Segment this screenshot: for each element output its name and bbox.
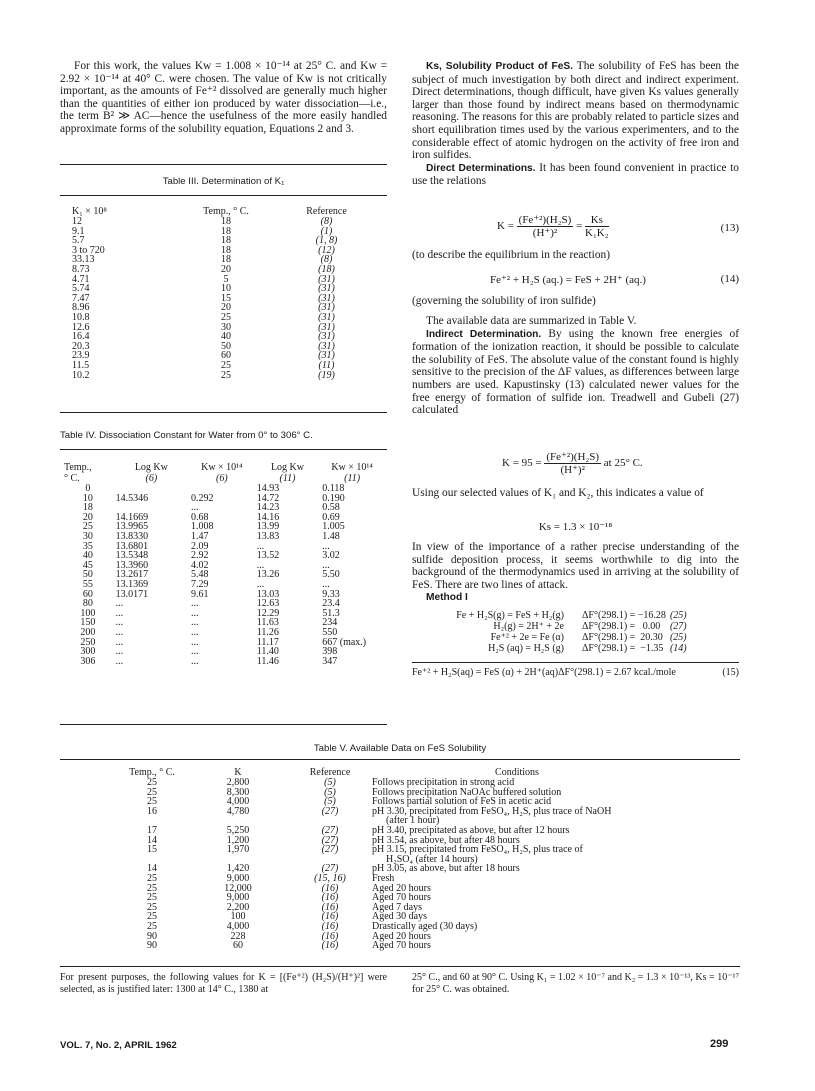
table3-cell: 3 to 720 <box>72 244 105 256</box>
table5-cell: 2,800 <box>226 777 250 788</box>
table4-cell: ... <box>115 655 124 667</box>
table4-cell: 0.69 <box>322 511 340 523</box>
table4-row <box>62 570 384 580</box>
table3-cell: (19) <box>318 369 335 381</box>
table3-cell: 10 <box>221 283 231 295</box>
table5-cell: Fresh <box>372 872 395 884</box>
table3-cell: (31) <box>318 350 335 362</box>
to-describe: (to describe the equilibrium in the reaction) <box>412 249 611 261</box>
table3-cell: (8) <box>320 216 333 227</box>
table3-cell: 9.1 <box>72 225 85 237</box>
table4-cell: 1.008 <box>191 521 214 533</box>
table4-cell: 10 <box>82 492 93 504</box>
table3-cell: 23.9 <box>72 350 90 362</box>
available-text: The available data are summarized in Table V. <box>426 315 637 327</box>
table3-cell: (31) <box>318 283 335 295</box>
table4-cell: 51.3 <box>322 607 340 619</box>
table5-cell: (16) <box>321 940 339 952</box>
eq14-text: Fe⁺² + H₂S (aq.) = FeS + 2H⁺ (aq.) <box>490 274 646 286</box>
table5-cell: 25 <box>147 796 157 808</box>
method-reaction: H₂S (aq) = H₂S (g) <box>488 643 564 654</box>
intro-paragraph: For this work, the values Kw = 1.008 × 10⁻¹⁴ at 25° C. and Kw = 2.92 × 10⁻¹⁴ at 40° C. were chosen. The value of Kw is not critically important, as the amounts of Fe⁺² dissolved are generally much higher than the quantities of either ion produced by water dissociation—i.e., the term B² ≫ AC—hence the usefulness of the more easily handled approximate forms of the solubility equation, Equations 2 and 3. <box>60 60 387 135</box>
table3-cell: 20.3 <box>72 340 90 352</box>
table4-cell: 13.8330 <box>115 530 149 542</box>
table5-footnote-right: 25° C., and 60 at 90° C. Using K₁ = 1.02 × 10⁻⁷ and K₂ = 1.3 × 10⁻¹³, Ks = 10⁻¹⁷ for 25° C. was obtained. <box>412 972 739 995</box>
table4-bottom-rule <box>60 724 387 725</box>
table3-header: Temp., ° C. <box>203 206 249 217</box>
table4-cell: ... <box>115 636 124 648</box>
method-delta-f: ΔF°(298.1) = 0.00 <box>582 621 661 632</box>
table4-cell: 5.48 <box>191 569 209 581</box>
table5-cell: Aged 70 hours <box>372 892 431 904</box>
table3-cell: 18 <box>221 235 231 247</box>
table4-cell: ... <box>256 559 265 571</box>
table5-bottom-rule <box>60 966 740 967</box>
table4-cell: ... <box>115 626 124 638</box>
ks-text: The solubility of FeS has been the subject of much investigation by both direct and indirect experiment. Direct determinations, though difficult, have given Ks values generally larger than those found by indirect means based on thermodynamic reasoning. The reasons for this are probably related to particle sizes and short equilibration times used by the various experimenters, and to the considerable effect of atomic hydrogen on the activity of free iron and iron sulfides. <box>412 60 739 162</box>
table5-cell: Aged 20 hours <box>372 882 431 894</box>
table3-cell: (31) <box>318 302 335 314</box>
table4-cell: ... <box>191 617 199 629</box>
table5-cell: pH 3.15, precipitated from FeSO₄, H₂S, plus trace of <box>372 844 583 856</box>
right-column <box>412 60 739 188</box>
table4-cell: 9.61 <box>191 588 209 600</box>
table4-cell: 13.03 <box>256 588 280 600</box>
table3-cell: 18 <box>221 216 231 227</box>
table5-cell: (16) <box>321 920 339 932</box>
table5-cell: 2,200 <box>226 901 250 913</box>
indirect-text: By using the known free energies of formation of the ionization reaction, it should be possible to calculate the solubility of FeS. The absolute value of the constant found is highly sensitive to the precision of the ΔF values, as differences between large numbers are used. Kapustinsky (13) calculated newer values for the free energy of formation of sulfide ion. Treadwell and Gubeli (27) calculated <box>412 327 739 417</box>
table3-cell: 18 <box>221 254 231 266</box>
table5-cell: (5) <box>324 796 336 808</box>
table5-cell: 14 <box>147 834 157 846</box>
table4-cell: 5.50 <box>322 569 340 581</box>
table5-cell: (27) <box>321 805 339 817</box>
table3-cell: 5 <box>223 273 229 285</box>
method-sum: Fe⁺² + H₂S(aq) = FeS (α) + 2H⁺(aq)ΔF°(298.1) = 2.67 kcal./mole (15) <box>412 667 739 678</box>
table4-cell: 300 <box>80 646 96 658</box>
table4-cell: 234 <box>322 617 338 629</box>
table3-top-rule <box>60 195 387 196</box>
divider <box>60 164 387 165</box>
table4-cell: 0.118 <box>322 483 345 494</box>
table4-cell: 11.40 <box>256 646 279 658</box>
table5-cell: (15, 16) <box>314 872 346 884</box>
table4-cell: 11.17 <box>256 636 279 648</box>
table3-header: Reference <box>306 206 347 217</box>
table4-cell: 398 <box>322 646 338 658</box>
table5-cell: Follows partial solution of FeS in acetic acid <box>372 796 552 808</box>
table5-cell: 4,780 <box>226 805 250 817</box>
table3-bottom-rule <box>60 412 387 413</box>
table4-cell: ... <box>115 646 124 658</box>
method-row <box>412 621 689 632</box>
table4-cell: ... <box>322 559 330 571</box>
table3-cell: 16.4 <box>72 331 90 343</box>
table4-cell: ... <box>322 578 330 590</box>
table4-header: Log Kw (11) <box>270 462 305 484</box>
k95-fraction: $\frac{\text{(Fe⁺²)(H₂S)}}{\text{(H⁺)²}}$ <box>546 451 600 476</box>
table3-cell: 5.7 <box>72 235 85 247</box>
table4-cell: 667 (max.) <box>322 636 367 648</box>
ks-heading: Ks, Solubility Product of FeS. <box>426 61 574 72</box>
table5-cell: 5,250 <box>226 824 250 836</box>
table5-cell: 228 <box>230 930 246 942</box>
table4-cell: 347 <box>322 655 338 667</box>
method-delta-f: ΔF°(298.1) = −16.28 <box>582 610 666 621</box>
table3-cell: 33.13 <box>72 254 95 266</box>
table4-cell: 11.46 <box>256 655 279 667</box>
table4-cell: 14.72 <box>256 492 280 504</box>
table4-cell: 11.26 <box>256 626 279 638</box>
table5-cell: 60 <box>233 940 243 952</box>
table4-cell: 20 <box>82 511 93 523</box>
table5-cell: 9,000 <box>226 872 250 884</box>
table4-cell: 35 <box>82 540 93 552</box>
method-row <box>412 643 689 654</box>
table4-cell: 13.3960 <box>115 559 149 571</box>
table4-cell: 13.52 <box>256 550 280 562</box>
table3-cell: 12.6 <box>72 321 90 333</box>
table5-cell: 14 <box>147 863 157 875</box>
table4-cell: 0.292 <box>191 492 214 504</box>
table4-cell: 60 <box>82 588 93 600</box>
table4-cell: 2.09 <box>191 540 209 552</box>
using-text: Using our selected values of K₁ and K₂, this indicates a value of <box>412 487 704 499</box>
direct-text: It has been found convenient in practice to use the relations <box>412 161 739 188</box>
table4-cell: ... <box>191 598 199 610</box>
table4-cell: ... <box>322 540 330 552</box>
table4-cell: 4.02 <box>191 559 209 571</box>
table4-cell: 11.63 <box>256 617 279 629</box>
table3-cell: 25 <box>221 311 231 323</box>
table5-cell: Follows precipitation in strong acid <box>372 777 515 788</box>
table4-cell: ... <box>191 502 199 514</box>
table5-cell: pH 3.05, as above, but after 18 hours <box>372 863 520 875</box>
table4-cell: 2.92 <box>191 550 209 562</box>
table5-cell: (27) <box>321 824 339 836</box>
table4-cell: 14.23 <box>256 502 280 514</box>
table4-cell: ... <box>191 607 199 619</box>
table3-cell: 20 <box>221 263 231 275</box>
equation-k95: K = 95 = $\frac{\text{(Fe⁺²)(H₂S)}}{\text{(H⁺)²}}$ at 25° C. <box>502 451 643 476</box>
table4-cell: ... <box>115 607 124 619</box>
method-ref: (25) <box>669 632 687 643</box>
table5-cell: 90 <box>147 940 157 952</box>
table3-cell: 30 <box>221 321 231 333</box>
table4-cell: 55 <box>82 578 93 590</box>
table5-cell: 9,000 <box>226 892 250 904</box>
table3-cell: 7.47 <box>72 292 90 304</box>
table4-cell: 25 <box>82 521 93 533</box>
table3-cell: (1) <box>320 225 333 237</box>
page-number: 299 <box>710 1038 729 1050</box>
ks-value: Ks = 1.3 × 10⁻¹⁸ <box>538 521 613 533</box>
table5-cell: 25 <box>147 892 157 904</box>
table4-row <box>62 532 384 542</box>
table5-cell: 25 <box>147 786 157 798</box>
table4-cell: 250 <box>80 636 96 648</box>
table5-cell: 8,300 <box>226 786 250 798</box>
table3-cell: 25 <box>221 359 231 371</box>
governing: (governing the solubility of iron sulfide) <box>412 295 596 307</box>
table5-cell: 25 <box>147 901 157 913</box>
table4-cell: ... <box>115 598 124 610</box>
table5-cell: (16) <box>321 911 339 923</box>
indirect-heading: Indirect Determination. <box>426 328 542 340</box>
table5-cell: 12,000 <box>224 882 252 894</box>
method-row <box>412 610 689 621</box>
table3-cell: (31) <box>318 340 335 352</box>
indirect-paragraph <box>412 328 739 417</box>
table5-header: Conditions <box>495 767 539 778</box>
table5-row <box>118 941 664 951</box>
table5-cell: pH 3.30, precipitated from FeSO₄, H₂S, plus trace of NaOH <box>372 805 612 817</box>
table4-cell: 12.63 <box>256 598 280 610</box>
table4-cell: 14.1669 <box>115 511 149 523</box>
table5-cell: pH 3.40, precipitated as above, but after 12 hours <box>372 824 570 836</box>
table3-cell: (8) <box>320 254 333 266</box>
table4-cell: 0.58 <box>322 502 340 514</box>
table5-cell: (27) <box>321 834 339 846</box>
table4-cell: ... <box>115 617 124 629</box>
table4-cell: 100 <box>80 607 96 619</box>
method-reaction: Fe⁺² + 2e = Fe (α) <box>490 632 564 643</box>
table4-row <box>62 551 384 561</box>
table5-cell: pH 3.54, as above, but after 48 hours <box>372 834 520 846</box>
table3-cell: 11.5 <box>72 359 90 371</box>
table4-cell: 13.6801 <box>115 540 149 552</box>
table5-cell: 90 <box>147 930 157 942</box>
table5-cell: (after 1 hour) <box>386 815 440 827</box>
table3-cell: 40 <box>221 331 231 343</box>
table5-cell: 1,420 <box>226 863 250 875</box>
table3-cell: (31) <box>318 311 335 323</box>
table5-cell: 25 <box>147 911 157 923</box>
table3-cell: 10.2 <box>72 369 90 381</box>
table5-cell: Aged 20 hours <box>372 930 431 942</box>
table4-cell: ... <box>191 626 199 638</box>
table4-header: Temp., ° C. <box>64 462 92 484</box>
method-row <box>412 632 689 643</box>
table5-cell: (5) <box>324 786 336 798</box>
table4-cell: 200 <box>80 626 96 638</box>
table4-cell: 18 <box>82 502 93 514</box>
table3-row <box>70 371 370 381</box>
table4-cell: 13.1369 <box>115 578 149 590</box>
left-column <box>60 60 387 136</box>
table4-cell: 14.16 <box>256 511 280 523</box>
eq13-lhs: K = <box>497 220 514 233</box>
table5-cell: (5) <box>324 777 336 788</box>
eq14-number: (14) <box>720 273 739 285</box>
table4-caption: Table IV. Dissociation Constant for Water from 0° to 306° C. <box>60 430 313 441</box>
table4-cell: ... <box>256 578 265 590</box>
table5-cell: 4,000 <box>226 920 250 932</box>
table3-cell: 15 <box>221 292 231 304</box>
table4-cell: 1.48 <box>322 530 340 542</box>
method-ref: (27) <box>669 621 687 632</box>
eq13-fraction: $\frac{\text{(Fe⁺²)(H₂S)}}{\text{(H⁺)²}}$ <box>518 214 572 239</box>
table4-header: Kw × 10¹⁴ (11) <box>331 462 373 484</box>
table4-header: Log Kw (6) <box>134 462 168 484</box>
table4-cell: 7.29 <box>191 578 209 590</box>
table4-cell: 80 <box>82 598 93 610</box>
table3-cell: 8.73 <box>72 263 90 275</box>
table5-cell: 4,000 <box>226 796 250 808</box>
table5-cell: 25 <box>147 872 157 884</box>
table5-cell: 1,200 <box>226 834 250 846</box>
table5 <box>118 767 664 951</box>
table5-header: Temp., ° C. <box>129 767 175 778</box>
table3-cell: 18 <box>221 244 231 256</box>
table3-cell: 12 <box>72 216 82 227</box>
table3-cell: 25 <box>221 369 231 381</box>
table4-cell: 12.29 <box>256 607 280 619</box>
journal-info: VOL. 7, No. 2, APRIL 1962 <box>60 1040 177 1051</box>
table5-header: K <box>234 767 242 778</box>
table5-cell: 1,970 <box>226 844 250 856</box>
table3-cell: 10.8 <box>72 311 90 323</box>
table4-cell: 45 <box>82 559 93 571</box>
table5-cell: Drastically aged (30 days) <box>372 920 478 932</box>
table3-cell: (31) <box>318 292 335 304</box>
table4-cell: 13.5348 <box>115 550 149 562</box>
table4-cell: 13.83 <box>256 530 280 542</box>
table4-cell: 13.2617 <box>115 569 149 581</box>
table3-cell: (11) <box>318 359 335 371</box>
table4-cell: 40 <box>82 550 93 562</box>
table4-cell: ... <box>191 646 199 658</box>
table5-caption: Table V. Available Data on FeS Solubility <box>313 743 487 754</box>
table3-cell: (31) <box>318 331 335 343</box>
method-table <box>412 610 689 654</box>
table5-cell: (16) <box>321 882 339 894</box>
table3-cell: (12) <box>318 244 335 256</box>
table5-cell: (16) <box>321 892 339 904</box>
table5-cell: H₂SO₄ (after 14 hours) <box>386 853 478 865</box>
table4-cell: 30 <box>82 530 93 542</box>
table3-cell: 8.96 <box>72 302 90 314</box>
table5-cell: Aged 7 days <box>372 901 422 913</box>
table4-cell: 3.02 <box>322 550 340 562</box>
table5-cell: 25 <box>147 777 157 788</box>
table5-cell: (16) <box>321 930 339 942</box>
table4 <box>62 462 384 666</box>
method-reaction: Fe + H₂S(g) = FeS + H₂(g) <box>456 610 564 621</box>
table3-header: K₁ × 10⁸ <box>72 206 107 217</box>
table3-cell: 60 <box>221 350 231 362</box>
table5-header: Reference <box>309 767 351 778</box>
method-heading: Method I <box>426 592 468 604</box>
table4-cell: 50 <box>82 569 93 581</box>
table5-cell: Aged 70 hours <box>372 940 431 952</box>
direct-paragraph <box>412 162 739 188</box>
table4-cell: 13.9965 <box>115 521 149 533</box>
table4-cell: 14.5346 <box>115 492 149 504</box>
table4-cell: 23.4 <box>322 598 340 610</box>
method-ref: (14) <box>669 643 687 654</box>
table3-cell: (31) <box>318 273 335 285</box>
table5-cell: Aged 30 days <box>372 911 427 923</box>
table4-cell: 0.68 <box>191 511 209 523</box>
method-reaction: H₂(g) = 2H⁺ + 2e <box>493 621 564 632</box>
method-delta-f: ΔF°(298.1) = −1.35 <box>582 643 664 654</box>
ks-paragraph <box>412 60 739 162</box>
direct-heading: Direct Determinations. <box>426 162 536 174</box>
table3-cell: 4.71 <box>72 273 90 285</box>
table4-header: Kw × 10¹⁴ (6) <box>201 462 243 484</box>
table4-top-rule <box>60 449 387 450</box>
table4-cell: ... <box>256 540 265 552</box>
table3-cell: 5.74 <box>72 283 90 295</box>
table4-cell: 1.47 <box>191 530 209 542</box>
table4-cell: ... <box>191 655 199 667</box>
table4-cell: 0.190 <box>322 492 345 504</box>
eq13-number: (13) <box>720 222 739 234</box>
table4-cell: 1.005 <box>322 521 345 533</box>
table5-cell: 100 <box>230 911 246 923</box>
view-paragraph: In view of the importance of a rather precise understanding of the sulfide deposition process, it seems worthwhile to dig into the background of the thermodynamics used in arriving at the solubility of FeS. There are two lines of attack. Method I <box>412 541 739 604</box>
table4-cell: 13.26 <box>256 569 280 581</box>
table5-cell: 25 <box>147 882 157 894</box>
table4-cell: 150 <box>80 617 96 629</box>
table5-cell: (27) <box>321 844 339 856</box>
table5-footnote-left: For present purposes, the following values for K = [(Fe⁺²) (H₂S)/(H⁺)²] were selected, as is justified later: 1300 at 14° C., 1380 at <box>60 972 387 995</box>
table3-cell: 20 <box>221 302 231 314</box>
table3-cell: 18 <box>221 225 231 237</box>
table5-cell: 15 <box>147 844 157 856</box>
table5-cell: (27) <box>321 863 339 875</box>
table3-cell: (31) <box>318 321 335 333</box>
method-delta-f: ΔF°(298.1) = 20.30 <box>582 632 663 643</box>
method-ref: (25) <box>669 610 687 621</box>
table4-cell: 550 <box>322 626 338 638</box>
table5-cell: Follows precipitation NaOAc buffered solution <box>372 786 562 798</box>
table4-cell: 0 <box>85 483 91 494</box>
method-rule <box>412 662 739 663</box>
table3-cell: (18) <box>318 263 335 275</box>
table5-cell: 16 <box>147 805 157 817</box>
eq13-fraction2: $\frac{Ks}{\text{K₁K₂}}$ <box>585 214 609 239</box>
equation-13: K = $\frac{\text{(Fe⁺²)(H₂S)}}{\text{(H⁺)²}}$ = $\frac{Ks}{\text{K₁K₂}}$ (13) <box>497 214 739 239</box>
table5-top-rule <box>60 759 740 760</box>
table3-caption: Table III. Determination of K₁ <box>162 176 285 187</box>
table4-cell: ... <box>191 636 199 648</box>
table3-cell: (1, 8) <box>315 235 338 247</box>
right-column-2 <box>412 315 739 417</box>
table4-row <box>62 657 384 667</box>
table4-cell: 13.0171 <box>115 588 149 600</box>
table3 <box>70 206 370 380</box>
table4-cell: 9.33 <box>322 588 340 600</box>
table5-cell: (16) <box>321 901 339 913</box>
table5-cell: 17 <box>147 824 157 836</box>
table4-cell: 306 <box>80 655 96 667</box>
table3-cell: 50 <box>221 340 231 352</box>
table4-cell: 14.93 <box>256 483 280 494</box>
table4-cell: 13.99 <box>256 521 280 533</box>
table5-cell: 25 <box>147 920 157 932</box>
